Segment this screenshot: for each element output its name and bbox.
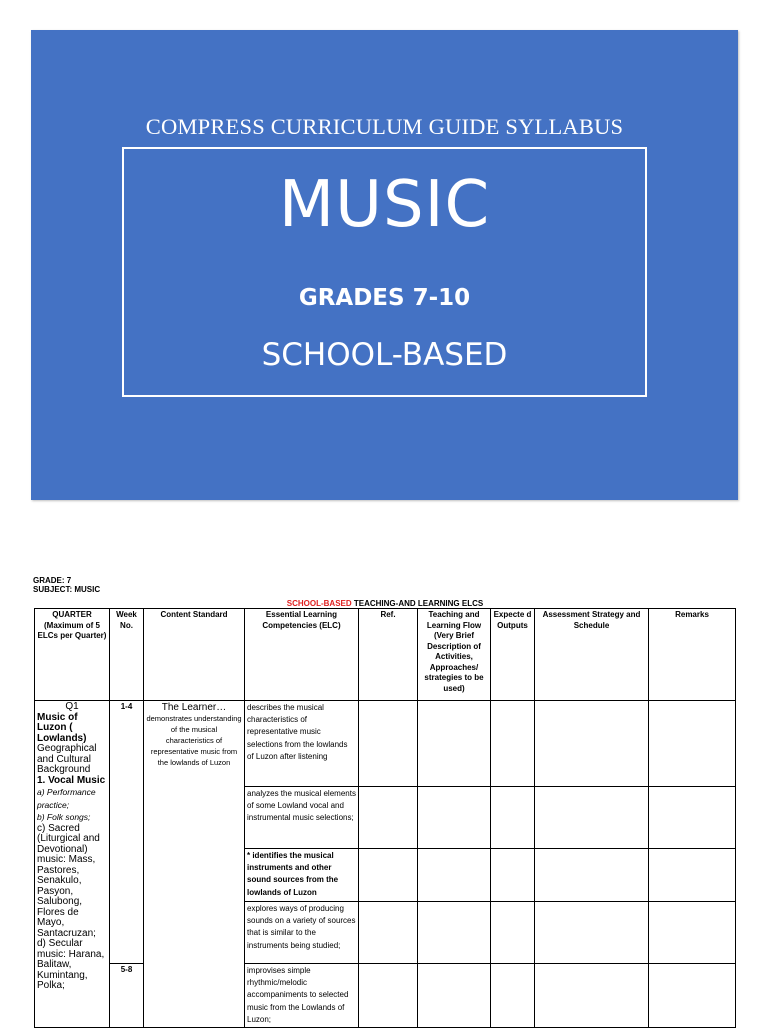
table-title (35, 599, 735, 608)
table-row (35, 701, 736, 787)
outputs-cell (491, 964, 535, 1028)
remarks-cell (649, 902, 736, 964)
header-assessment: Assessment Strategy and Schedule (535, 609, 649, 701)
assessment-cell (535, 964, 649, 1028)
ref-cell (359, 787, 418, 849)
table-title-highlight: SCHOOL-BASED (286, 599, 352, 608)
remarks-cell (649, 964, 736, 1028)
quarter-vocal: 1. Vocal Music (37, 774, 106, 786)
assessment-cell (535, 849, 649, 902)
quarter-title: Music of Luzon ( Lowlands) (37, 711, 87, 744)
quarter-item-c: c) Sacred (Liturgical and Devotional) music: Mass, Pastores, Senakulo, Pasyon, Salubong, Flores de Mayo, Santacruzan; (37, 822, 100, 939)
header-week: Week No. (110, 609, 144, 701)
cover-panel (31, 30, 738, 500)
flow-cell (418, 849, 491, 902)
quarter-cell (35, 701, 110, 1028)
header-outputs: Expecte d Outputs (491, 609, 535, 701)
remarks-cell (649, 787, 736, 849)
table-row (35, 964, 736, 1028)
outputs-cell (491, 701, 535, 787)
table-header-row (35, 609, 736, 701)
assessment-cell (535, 787, 649, 849)
elc-cell: describes the musical characteristics of representative music selections from the lowlands of Luzon after listening (245, 701, 359, 787)
header-remarks: Remarks (649, 609, 736, 701)
cover-type: SCHOOL-BASED (261, 337, 508, 373)
quarter-item-d: d) Secular music: Harana, Balitaw, Kumintang, Polka; (37, 938, 105, 991)
content-standard-cell (144, 701, 245, 1028)
header-flow: Teaching and Learning Flow (Very Brief Description of Activities, Approaches/ strategies to be used) (418, 609, 491, 701)
ref-cell (359, 849, 418, 902)
remarks-cell (649, 849, 736, 902)
quarter-item-a: a) Performance practice; (37, 787, 96, 810)
outputs-cell (491, 902, 535, 964)
outputs-cell (491, 787, 535, 849)
flow-cell (418, 964, 491, 1028)
header-quarter: QUARTER (Maximum of 5 ELCs per Quarter) (35, 609, 110, 701)
week-cell: 5-8 (110, 964, 144, 1028)
ref-cell (359, 902, 418, 964)
subject-label: SUBJECT: MUSIC (33, 585, 101, 594)
elc-cell: analyzes the musical elements of some Lowland vocal and instrumental music selections; (245, 787, 359, 849)
ref-cell (359, 964, 418, 1028)
cover-title: COMPRESS CURRICULUM GUIDE SYLLABUS (145, 114, 624, 139)
grade-label: GRADE: 7 (33, 576, 72, 585)
flow-cell (418, 701, 491, 787)
flow-cell (418, 787, 491, 849)
outputs-cell (491, 849, 535, 902)
elc-cell: * identifies the musical instruments and other sound sources from the lowlands of Luzon (245, 849, 359, 902)
week-cell: 1-4 (110, 701, 144, 964)
assessment-cell (535, 902, 649, 964)
content-standard-lead: The Learner… (161, 702, 227, 713)
remarks-cell (649, 701, 736, 787)
flow-cell (418, 902, 491, 964)
ref-cell (359, 701, 418, 787)
elc-cell: improvises simple rhythmic/melodic accompaniments to selected music from the Lowlands of Luzon; (245, 964, 359, 1028)
cover-subject: MUSIC (278, 168, 491, 242)
table-title-rest: TEACHING-AND LEARNING ELCS (351, 599, 484, 608)
header-ref: Ref. (359, 609, 418, 701)
quarter-background: Geographical and Cultural Background (37, 743, 97, 775)
syllabus-table (34, 608, 736, 1028)
content-standard-desc: demonstrates understanding of the musical characteristics of representative music from the lowlands of Luzon (146, 714, 242, 767)
quarter-item-b: b) Folk songs; (37, 812, 91, 822)
cover-grades: GRADES 7-10 (298, 285, 471, 311)
assessment-cell (535, 701, 649, 787)
quarter-label: Q1 (65, 701, 79, 712)
header-content-standard: Content Standard (144, 609, 245, 701)
elc-cell: explores ways of producing sounds on a variety of sources that is similar to the instruments being studied; (245, 902, 359, 964)
header-elc: Essential Learning Competencies (ELC) (245, 609, 359, 701)
